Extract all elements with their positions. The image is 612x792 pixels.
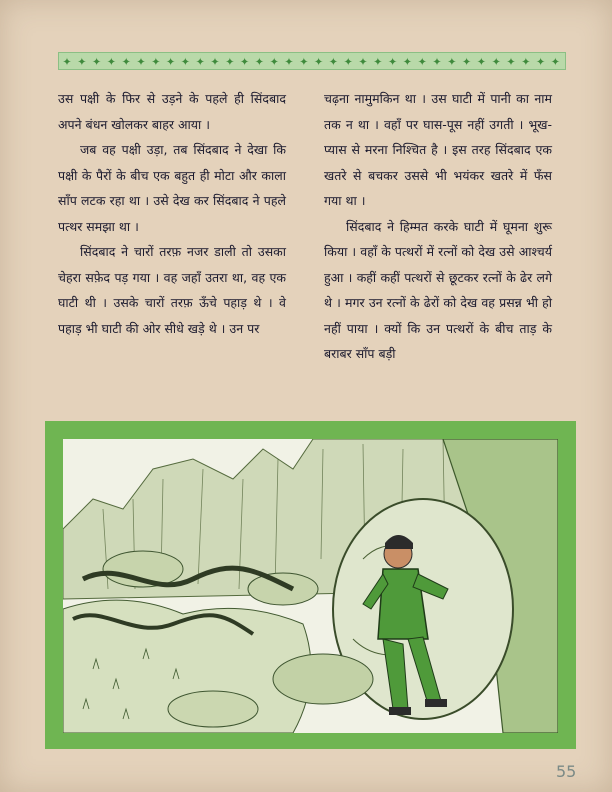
border-ornament: ✦ — [210, 55, 220, 69]
border-ornament: ✦ — [417, 55, 427, 69]
border-ornament: ✦ — [165, 55, 176, 69]
border-ornament: ✦ — [461, 55, 472, 69]
border-ornament: ✦ — [62, 55, 72, 69]
decorative-pattern — [59, 53, 565, 69]
border-ornament: ✦ — [239, 55, 250, 69]
border-ornament: ✦ — [550, 55, 561, 69]
border-ornament: ✦ — [535, 55, 546, 69]
border-ornament: ✦ — [328, 55, 339, 69]
border-ornament: ✦ — [77, 55, 87, 69]
illustration-sinbad-in-valley — [63, 439, 558, 733]
border-ornament: ✦ — [180, 55, 191, 69]
page-number: 55 — [556, 762, 577, 781]
border-ornament: ✦ — [299, 55, 309, 69]
paragraph: उस पक्षी के फिर से उड़ने के पहले ही सिंदबाद अपने बंधन खोलकर बाहर आया । — [58, 91, 286, 132]
border-ornament: ✦ — [373, 55, 383, 69]
border-ornament: ✦ — [136, 55, 146, 69]
illustration-drawing — [63, 439, 558, 733]
border-ornament: ✦ — [432, 55, 442, 69]
border-ornament: ✦ — [506, 55, 516, 69]
border-ornament: ✦ — [269, 55, 279, 69]
border-ornament: ✦ — [284, 55, 294, 69]
border-ornament: ✦ — [195, 55, 205, 69]
border-ornament: ✦ — [225, 55, 235, 69]
border-ornament: ✦ — [521, 55, 531, 69]
paragraph: सिंदबाद ने हिम्मत करके घाटी में घूमना शुरू किया । वहाँ के पत्थरों में रत्नों को देख उसे आश्चर्य हुआ । कहीं कहीं पत्थरों से छूटकर रत्नों के ढेर लगे थे । मगर उन रत्नों के ढेरों को देख वह प्रसन्न भी हो नहीं पाया । क्यों कि उन पत्थरों के बीच ताड़ के बराबर साँप बड़ी — [324, 218, 552, 361]
border-ornament: ✦ — [402, 55, 413, 69]
left-text-column — [58, 86, 286, 341]
border-ornament: ✦ — [121, 55, 131, 69]
border-ornament: ✦ — [313, 55, 324, 69]
border-ornament: ✦ — [476, 55, 487, 69]
border-ornament: ✦ — [358, 55, 368, 69]
border-ornament: ✦ — [91, 55, 102, 69]
paragraph: जब वह पक्षी उड़ा, तब सिंदबाद ने देखा कि पक्षी के पैरों के बीच एक बहुत ही मोटा और काला साँप लटक रहा था । उसे देख कर सिंदबाद ने पहले पत्थर समझा था । — [58, 142, 286, 234]
border-ornament: ✦ — [151, 55, 161, 69]
border-ornament: ✦ — [106, 55, 117, 69]
border-ornament: ✦ — [447, 55, 457, 69]
border-ornament: ✦ — [387, 55, 398, 69]
decorative-border-strip — [58, 52, 566, 70]
border-ornament: ✦ — [254, 55, 265, 69]
border-ornament: ✦ — [491, 55, 501, 69]
illustration-frame — [45, 421, 576, 749]
paragraph: चढ़ना नामुमकिन था । उस घाटी में पानी का नाम तक न था । वहाँ पर घास-पूस नहीं उगती । भूख-प्यास से मरना निश्चित है । इस तरह सिंदबाद एक खतरे से बचकर उससे भी भयंकर खतरे में फँस गया था । — [324, 91, 552, 208]
paragraph: सिंदबाद ने चारों तरफ़ नजर डाली तो उसका चेहरा सफ़ेद पड़ गया । वह जहाँ उतरा था, वह एक घाटी थी । उसके चारों तरफ़ ऊँचे पहाड़ थे । वे पहाड़ भी घाटी की ओर सीधे खड़े थे । उन पर — [58, 244, 286, 336]
border-ornament: ✦ — [343, 55, 353, 69]
right-text-column — [324, 86, 552, 367]
